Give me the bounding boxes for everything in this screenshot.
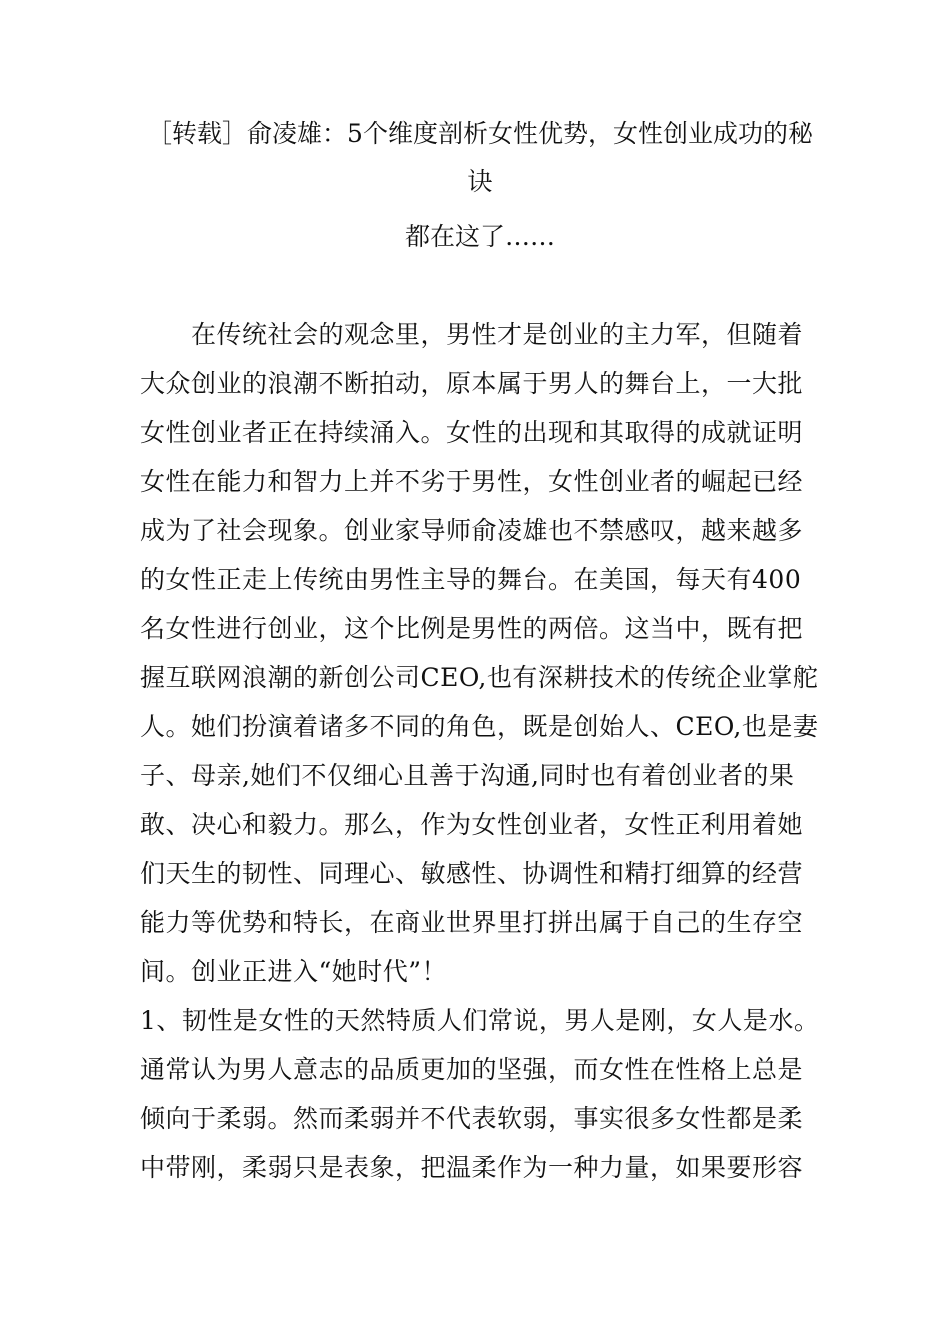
body-line-11: 敢、决心和毅力。那么，作为女性创业者，女性正利用着她 — [140, 810, 804, 839]
body-line-6: 的女性正走上传统由男性主导的舞台。在美国，每天有400 — [140, 565, 802, 594]
body-line-9: 人。她们扮演着诸多不同的角色，既是创始人、CEO,也是妻 — [140, 712, 819, 741]
body-line-17: 倾向于柔弱。然而柔弱并不代表软弱，事实很多女性都是柔 — [140, 1104, 804, 1133]
document-title-line-2: 诀 — [467, 167, 493, 196]
body-line-1: 在传统社会的观念里，男性才是创业的主力军，但随着 — [140, 320, 804, 349]
body-line-10: 子、母亲,她们不仅细心且善于沟通,同时也有着创业者的果 — [140, 761, 795, 790]
body-line-5: 成为了社会现象。创业家导师俞凌雄也不禁感叹，越来越多 — [140, 516, 804, 545]
body-line-2: 大众创业的浪潮不断拍动，原本属于男人的舞台上，一大批 — [140, 369, 804, 398]
body-line-15: 1、韧性是女性的天然特质人们常说，男人是刚，女人是水。 — [140, 1006, 820, 1035]
body-line-4: 女性在能力和智力上并不劣于男性，女性创业者的崛起已经 — [140, 467, 804, 496]
document-title-line-3: 都在这了…… — [404, 222, 555, 251]
body-line-16: 通常认为男人意志的品质更加的坚强，而女性在性格上总是 — [140, 1055, 804, 1084]
body-line-18: 中带刚，柔弱只是表象，把温柔作为一种力量，如果要形容 — [140, 1153, 804, 1182]
body-line-3: 女性创业者正在持续涌入。女性的出现和其取得的成就证明 — [140, 418, 804, 447]
body-line-13: 能力等优势和特长，在商业世界里打拼出属于自己的生存空 — [140, 908, 804, 937]
body-line-8: 握互联网浪潮的新创公司CEO,也有深耕技术的传统企业掌舵 — [140, 663, 819, 692]
body-line-7: 名女性进行创业，这个比例是男性的两倍。这当中，既有把 — [140, 614, 804, 643]
body-line-14: 间。创业正进入“她时代”！ — [140, 957, 448, 986]
document-title-line-1: ［转载］俞凌雄：5个维度剖析女性优势，女性创业成功的秘 — [147, 119, 813, 148]
body-line-12: 们天生的韧性、同理心、敏感性、协调性和精打细算的经营 — [140, 859, 804, 888]
